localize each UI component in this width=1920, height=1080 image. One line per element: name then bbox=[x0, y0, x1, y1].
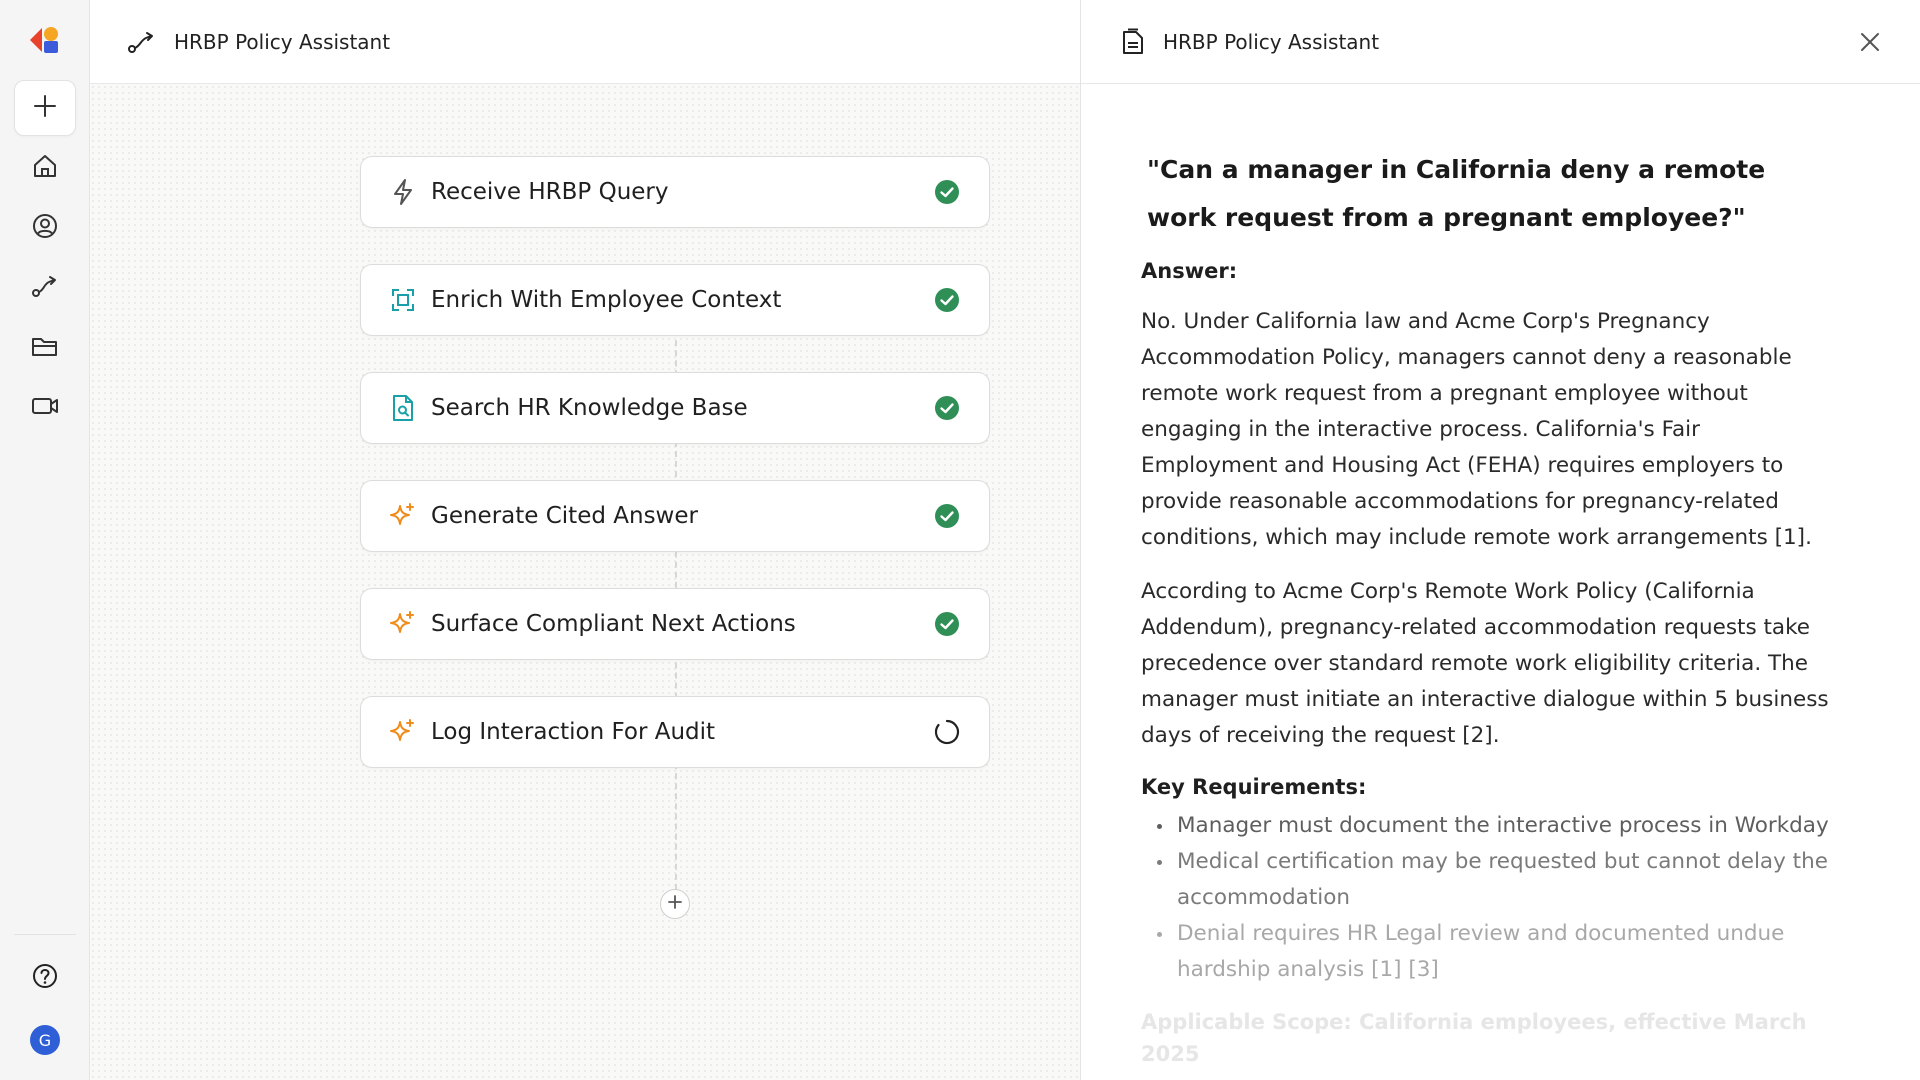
workflow-icon bbox=[30, 272, 60, 304]
step-label: Generate Cited Answer bbox=[431, 503, 698, 529]
requirements-heading: Key Requirements: bbox=[1141, 775, 1367, 799]
query-text: "Can a manager in California deny a remote work request from a pregnant employee?" bbox=[1147, 155, 1766, 232]
answer-panel bbox=[1080, 0, 1920, 1080]
workflow-step-search-kb[interactable] bbox=[360, 372, 990, 444]
answer-content bbox=[1141, 146, 1841, 1070]
close-icon[interactable] bbox=[1855, 27, 1885, 57]
loading-spinner-icon bbox=[933, 718, 961, 746]
step-label: Search HR Knowledge Base bbox=[431, 395, 748, 421]
workflow-step-generate-answer[interactable] bbox=[360, 480, 990, 552]
video-icon bbox=[30, 392, 60, 424]
answer-paragraph: No. Under California law and Acme Corp's Pregnancy Accommodation Policy, managers cannot deny a reasonable remote work request from a pregnant employee without engaging in the interactive process. California's Fair Employment and Housing Act (FEHA) requires employers to provide reasonable accommodations for pregnancy-related conditions, which may include remote work arrangements [1]. bbox=[1141, 309, 1812, 550]
sparkle-icon bbox=[389, 610, 417, 638]
folder-icon bbox=[30, 332, 60, 364]
check-circle-icon bbox=[933, 610, 961, 638]
workflow-step-receive-query[interactable] bbox=[360, 156, 990, 228]
step-label: Surface Compliant Next Actions bbox=[431, 611, 796, 637]
panel-header bbox=[1081, 0, 1920, 84]
document-search-icon bbox=[389, 394, 417, 422]
check-circle-icon bbox=[933, 394, 961, 422]
sidebar-divider bbox=[14, 934, 76, 935]
step-label: Receive HRBP Query bbox=[431, 179, 669, 205]
panel-title: HRBP Policy Assistant bbox=[1163, 29, 1380, 54]
sparkle-icon bbox=[389, 718, 417, 746]
workflow-icon bbox=[126, 26, 158, 58]
left-sidebar bbox=[0, 0, 90, 1080]
sparkle-icon bbox=[389, 502, 417, 530]
profile-button[interactable] bbox=[14, 200, 76, 256]
workflow-step-log-audit[interactable] bbox=[360, 696, 990, 768]
answer-heading: Answer: bbox=[1141, 259, 1238, 283]
home-icon bbox=[31, 152, 59, 184]
lightning-icon bbox=[389, 178, 417, 206]
workflow-title: HRBP Policy Assistant bbox=[174, 29, 391, 54]
list-item: Medical certification may be requested but cannot delay the accommodation bbox=[1141, 844, 1841, 916]
applicable-scope: Applicable Scope: California employees, effective March 2025 bbox=[1141, 1010, 1807, 1066]
workflow-header bbox=[90, 0, 1080, 84]
document-icon bbox=[1119, 28, 1147, 56]
user-circle-icon bbox=[31, 212, 59, 244]
workflows-button[interactable] bbox=[14, 260, 76, 316]
plus-icon bbox=[32, 93, 58, 123]
new-button[interactable] bbox=[14, 80, 76, 136]
help-button[interactable] bbox=[14, 950, 76, 1006]
plus-icon bbox=[667, 894, 683, 914]
scan-icon bbox=[389, 286, 417, 314]
app-logo[interactable] bbox=[28, 24, 62, 56]
workflow-step-next-actions[interactable] bbox=[360, 588, 990, 660]
workflow-canvas[interactable] bbox=[90, 84, 1080, 1080]
workflow-step-enrich-context[interactable] bbox=[360, 264, 990, 336]
check-circle-icon bbox=[933, 286, 961, 314]
list-item: Manager must document the interactive process in Workday bbox=[1141, 808, 1841, 844]
step-label: Log Interaction For Audit bbox=[431, 719, 716, 745]
add-step-button[interactable] bbox=[660, 889, 690, 919]
home-button[interactable] bbox=[14, 140, 76, 196]
help-icon bbox=[31, 962, 59, 994]
check-circle-icon bbox=[933, 502, 961, 530]
recordings-button[interactable] bbox=[14, 380, 76, 436]
requirements-list bbox=[1141, 808, 1841, 988]
list-item: Denial requires HR Legal review and documented undue hardship analysis [1] [3] bbox=[1141, 916, 1841, 988]
check-circle-icon bbox=[933, 178, 961, 206]
answer-paragraph: According to Acme Corp's Remote Work Policy (California Addendum), pregnancy-related accommodation requests take precedence over standard remote work eligibility criteria. The manager must initiate an interactive dialogue within 5 business days of receiving the request [2]. bbox=[1141, 579, 1829, 748]
files-button[interactable] bbox=[14, 320, 76, 376]
avatar[interactable]: G bbox=[30, 1025, 60, 1055]
step-label: Enrich With Employee Context bbox=[431, 287, 782, 313]
